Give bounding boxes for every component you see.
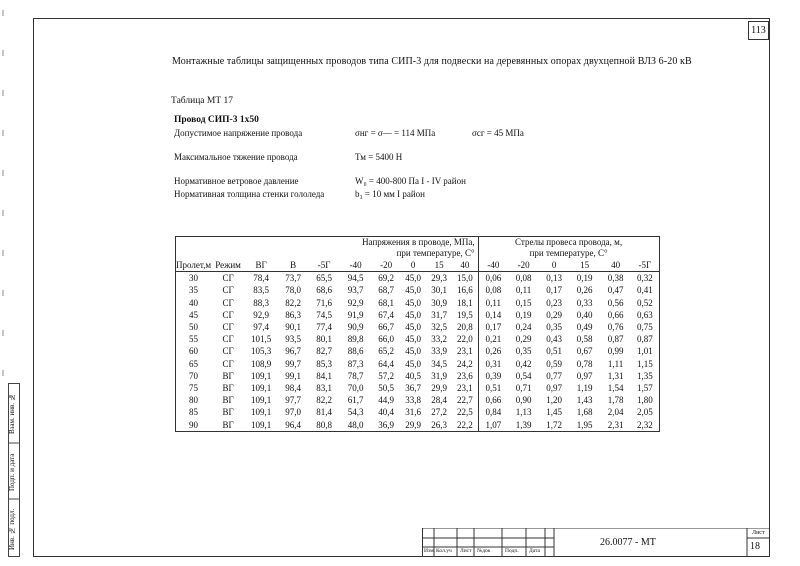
table-cell: 0,84 (478, 406, 508, 418)
table-cell: 60 (176, 345, 212, 357)
table-cell: 35 (176, 284, 212, 296)
table-cell: 1,39 (508, 418, 539, 431)
table-cell: 90,1 (285, 322, 301, 333)
wire-type: Провод СИП-3 1х50 (174, 115, 259, 125)
stamp-cell-change: Изм. (424, 548, 435, 554)
table-cell: 0,90 (515, 395, 532, 406)
strip-label-sign: Подп. и дата (8, 453, 16, 491)
param-wind-label: Нормативное ветровое давление (174, 176, 299, 186)
table-cell: 0,32 (631, 272, 659, 285)
stamp-cell-signature: Подп. (505, 548, 519, 554)
table-cell: 89,8 (347, 334, 364, 345)
table-cell: 0,75 (631, 321, 659, 333)
table-cell: 0,59 (546, 358, 562, 369)
table-cell: 91,9 (347, 309, 364, 320)
table-cell: 0,58 (576, 334, 593, 345)
table-cell: 36,7 (405, 382, 421, 393)
table-cell: 22,5 (456, 407, 473, 418)
table-cell: 0,15 (515, 297, 532, 308)
strip-label-replace: Взам. инв. № (8, 393, 16, 435)
header-blank (176, 237, 310, 260)
table-cell: 1,45 (546, 407, 562, 418)
table-row (176, 297, 660, 309)
table-body (176, 272, 660, 431)
table-cell: 0,26 (478, 345, 508, 357)
column-header: -40 (339, 259, 372, 272)
table-row (176, 333, 660, 345)
column-headers (176, 259, 660, 272)
margin-ticks (2, 10, 8, 380)
table-cell: 65,5 (316, 273, 332, 284)
table-cell: 0,14 (478, 309, 508, 321)
column-header: 0 (539, 259, 569, 272)
table-cell: 0,41 (631, 284, 659, 296)
table-cell: 30,9 (431, 297, 447, 308)
table-cell: 71,6 (316, 297, 332, 308)
table-cell: 88,3 (253, 297, 269, 308)
table-cell: 1,95 (569, 418, 600, 431)
table-cell: 83,1 (316, 382, 332, 393)
table-cell: 1,68 (576, 407, 593, 418)
column-header: Пролет,м (176, 260, 212, 271)
table-cell: 97,4 (253, 322, 269, 333)
table-cell: ВГ (222, 395, 234, 406)
table-cell: 23,1 (456, 346, 473, 357)
table-cell: 0,77 (546, 370, 562, 381)
table-cell: 1,15 (631, 358, 659, 370)
table-cell: 78,0 (285, 285, 301, 296)
table-cell: 30 (176, 272, 212, 285)
table-cell: 67,4 (378, 309, 394, 320)
table-cell: 1,11 (607, 358, 624, 369)
table-cell: 1,80 (631, 394, 659, 406)
table-cell: 40,4 (378, 407, 394, 418)
title-block (422, 528, 770, 557)
table-cell: 1,57 (631, 382, 659, 394)
table-cell: 0,54 (515, 370, 532, 381)
table-cell: 96,4 (277, 418, 309, 431)
table-cell: 109,1 (250, 382, 272, 393)
table-cell: 0,52 (631, 297, 659, 309)
table-cell: 15,0 (456, 273, 473, 284)
table-cell: 75 (176, 382, 212, 394)
table-cell: 2,31 (600, 418, 631, 431)
table-cell: 45,0 (405, 346, 421, 357)
table-cell: 0,43 (546, 334, 562, 345)
table-cell: 0,11 (515, 285, 532, 296)
table-cell: 33,9 (431, 346, 447, 357)
table-cell: СГ (222, 285, 234, 296)
table-cell: 86,3 (285, 309, 301, 320)
table-cell: 0,33 (576, 297, 593, 308)
table-cell: 45,0 (405, 358, 421, 369)
table-cell: 0,67 (576, 346, 593, 357)
table-cell: 92,9 (347, 297, 364, 308)
table-cell: 57,2 (378, 370, 394, 381)
param-tension-label: Максимальное тяжение провода (174, 152, 298, 162)
table-cell: 0,56 (607, 297, 624, 308)
table-cell: 0,63 (631, 309, 659, 321)
table-cell: СГ (222, 346, 234, 357)
column-header: -5Г (309, 259, 339, 272)
table-cell: 33,8 (405, 395, 421, 406)
param-stress-label: Допустимое напряжение провода (174, 128, 303, 138)
column-header: -20 (508, 259, 539, 272)
table-cell: ВГ (222, 370, 234, 381)
table-cell: 1,07 (478, 418, 508, 431)
table-cell: СГ (222, 273, 234, 284)
table-row (176, 272, 660, 285)
table-cell: 19,5 (456, 309, 473, 320)
table-cell: 87,3 (347, 358, 364, 369)
table-cell: 109,1 (250, 395, 272, 406)
table-row (176, 284, 660, 296)
table-cell: 45 (176, 309, 212, 321)
table-cell: 0,97 (546, 382, 562, 393)
param-tension-value: Тм = 5400 Н (355, 152, 403, 162)
table-cell: 50,5 (378, 382, 394, 393)
table-cell: 0,08 (478, 284, 508, 296)
table-cell: 18,1 (456, 297, 473, 308)
strip-label-inventory: Инв. № подл. (8, 508, 16, 550)
table-cell: 23,1 (456, 382, 473, 393)
table-cell: 0,31 (478, 358, 508, 370)
table-cell: 16,6 (456, 285, 473, 296)
table-cell: 29,9 (431, 382, 447, 393)
table-cell: 96,7 (285, 346, 301, 357)
table-cell: 32,5 (431, 322, 447, 333)
sag-group-line1: Стрелы провеса провода, м, (515, 237, 623, 247)
table-cell: 0,51 (546, 346, 562, 357)
table-cell: ВГ (222, 407, 234, 418)
table-cell: 0,97 (576, 370, 593, 381)
table-cell: 0,29 (546, 309, 562, 320)
stress-group-header (309, 237, 478, 260)
table-cell: 1,35 (631, 370, 659, 382)
table-cell: 66,0 (378, 334, 394, 345)
table-cell: 98,4 (285, 382, 301, 393)
table-cell: 65,2 (378, 346, 394, 357)
table-cell: 2,05 (631, 406, 659, 418)
table-cell: 81,4 (316, 407, 332, 418)
table-cell: 80 (176, 394, 212, 406)
table-cell: 24,2 (456, 358, 473, 369)
table-cell: 40 (176, 297, 212, 309)
table-cell: ВГ (222, 382, 234, 393)
table-cell: 94,5 (347, 273, 364, 284)
table-cell: 70,0 (347, 382, 364, 393)
table-cell: 0,19 (515, 309, 532, 320)
table-cell: 92,9 (253, 309, 269, 320)
table-cell: 99,7 (285, 358, 301, 369)
table-row (176, 321, 660, 333)
table-cell: 55 (176, 333, 212, 345)
table-cell: 83,5 (253, 285, 269, 296)
table-row (176, 394, 660, 406)
table-cell: 97,0 (285, 407, 301, 418)
table-cell: 1,13 (515, 407, 532, 418)
table-cell: 34,5 (431, 358, 447, 369)
column-header: 40 (452, 259, 478, 272)
table-cell: 69,2 (378, 273, 394, 284)
table-cell: 36,9 (372, 418, 400, 431)
table-cell: 27,2 (431, 407, 447, 418)
sheet-number: 18 (750, 541, 760, 552)
table-cell: 64,4 (378, 358, 394, 369)
table-cell: 54,3 (347, 407, 364, 418)
column-header: 0 (400, 259, 426, 272)
table-cell: 0,08 (515, 273, 532, 284)
param-ice-value: b₃ = 10 мм I район (355, 189, 425, 199)
table-cell: 88,6 (347, 346, 364, 357)
table-cell: 0,17 (546, 285, 562, 296)
table-cell: 0,71 (515, 382, 532, 393)
table-cell: 2,04 (607, 407, 624, 418)
table-cell: 68,7 (378, 285, 394, 296)
table-cell: 0,35 (515, 346, 532, 357)
table-cell: 26,3 (426, 418, 452, 431)
table-cell: 65 (176, 358, 212, 370)
table-cell: 61,7 (347, 395, 364, 406)
table-cell: 45,0 (405, 309, 421, 320)
table-cell: 1,01 (631, 345, 659, 357)
table-cell: 0,42 (515, 358, 532, 369)
table-cell: 0,11 (478, 297, 508, 309)
table-cell: 109,1 (245, 418, 277, 431)
table-cell: 0,40 (576, 309, 593, 320)
param-wind-value: W₀ = 400-800 Па I - IV район (355, 176, 466, 186)
table-cell: 84,1 (316, 370, 332, 381)
table-row (176, 345, 660, 357)
table-cell: 33,2 (431, 334, 447, 345)
table-cell: 0,38 (607, 273, 624, 284)
param-stress-value-avg: σсг = 45 МПа (472, 128, 524, 138)
table-cell: 45,0 (405, 297, 421, 308)
table-cell: 90 (176, 418, 212, 431)
table-cell: 0,06 (478, 272, 508, 285)
stamp-cell-count: Кол.уч (436, 548, 452, 554)
column-header: -20 (372, 259, 400, 272)
table-cell: 45,0 (405, 273, 421, 284)
table-cell: 29,9 (400, 418, 426, 431)
column-header: 40 (600, 259, 631, 272)
table-cell: 78,7 (347, 370, 364, 381)
table-cell: 80,8 (309, 418, 339, 431)
document-title: Монтажные таблицы защищенных проводов типа СИП-3 для подвески на деревянных опорах двухцепной ВЛЗ 6-20 кВ (172, 56, 692, 67)
table-cell: 48,0 (339, 418, 372, 431)
param-ice-label: Нормативная толщина стенки гололеда (174, 189, 325, 199)
column-header: ВГ (245, 259, 277, 272)
table-cell: 0,66 (478, 394, 508, 406)
stamp-cell-sheet: Лист (460, 548, 472, 554)
page-number: 113 (748, 21, 769, 40)
table-cell: 80,1 (316, 334, 332, 345)
table-cell: 66,7 (378, 322, 394, 333)
table-cell: 0,78 (576, 358, 593, 369)
sag-group-header (478, 237, 659, 260)
column-header: 15 (426, 259, 452, 272)
table-cell: 73,7 (285, 273, 301, 284)
table-cell: 44,9 (378, 395, 394, 406)
table-cell: 0,29 (515, 334, 532, 345)
column-header: -40 (478, 259, 508, 272)
table-cell: СГ (222, 309, 234, 320)
table-cell: 0,13 (546, 273, 562, 284)
table-cell: 1,20 (546, 395, 562, 406)
table-cell: 0,76 (607, 322, 624, 333)
table-cell: СГ (222, 334, 234, 345)
table-cell: 0,99 (607, 346, 624, 357)
table-cell: 0,66 (607, 309, 624, 320)
table-cell: 1,19 (576, 382, 593, 393)
column-header: -5Г (631, 259, 659, 272)
table-cell: 0,47 (607, 285, 624, 296)
table-cell: 105,3 (250, 346, 272, 357)
table-cell: 22,0 (456, 334, 473, 345)
table-cell: 77,4 (316, 322, 332, 333)
table-cell: 1,72 (539, 418, 569, 431)
table-cell: СГ (222, 297, 234, 308)
table-cell: 101,5 (250, 334, 272, 345)
table-cell: 31,7 (431, 309, 447, 320)
table-cell: 78,4 (253, 273, 269, 284)
table-row (176, 370, 660, 382)
table-cell: 93,5 (285, 334, 301, 345)
table-cell: 0,51 (478, 382, 508, 394)
table-cell: 45,0 (405, 285, 421, 296)
column-header: В (277, 259, 309, 272)
table-cell: СГ (222, 358, 234, 369)
table-cell: 31,9 (431, 370, 447, 381)
table-cell: 20,8 (456, 322, 473, 333)
table-cell: 0,23 (546, 297, 562, 308)
table-cell: 28,4 (431, 395, 447, 406)
table-cell: 1,78 (607, 395, 624, 406)
table-cell: 82,2 (285, 297, 301, 308)
table-row (176, 406, 660, 418)
table-row (176, 309, 660, 321)
param-stress-value: σнг = σ— = 114 МПа (355, 128, 436, 138)
table-cell: 97,7 (285, 395, 301, 406)
table-cell: 1,43 (576, 395, 593, 406)
document-code: 26.0077 - МТ (600, 537, 656, 548)
table-row (176, 358, 660, 370)
table-cell: 68,1 (378, 297, 394, 308)
table-cell: 85 (176, 406, 212, 418)
table-cell: 31,6 (405, 407, 421, 418)
table-cell: 1,31 (607, 370, 624, 381)
table-cell: 45,0 (405, 334, 421, 345)
table-cell: 30,1 (431, 285, 447, 296)
table-cell: 99,1 (285, 370, 301, 381)
table-cell: 50 (176, 321, 212, 333)
column-header: Режим (211, 259, 245, 272)
table-cell: 0,19 (576, 273, 593, 284)
table-cell: 109,1 (250, 407, 272, 418)
table-cell: 40,5 (405, 370, 421, 381)
table-row (176, 418, 660, 431)
table-cell: 23,6 (456, 370, 473, 381)
table-cell: 108,9 (250, 358, 272, 369)
table-row (176, 382, 660, 394)
sag-group-line2: при температуре, С° (529, 248, 608, 258)
column-header: 15 (569, 259, 600, 272)
table-cell: 0,26 (576, 285, 593, 296)
table-cell: ВГ (211, 418, 245, 431)
table-cell: 0,17 (478, 321, 508, 333)
stamp-cell-docno: №док (477, 548, 491, 554)
table-cell: 70 (176, 370, 212, 382)
table-cell: 0,24 (515, 322, 532, 333)
stress-group-line1: Напряжения в проводе, МПа, (362, 237, 475, 247)
table-cell: 45,0 (405, 322, 421, 333)
table-cell: 1,54 (607, 382, 624, 393)
mounting-table (175, 236, 660, 432)
stamp-cell-date: Дата (529, 548, 540, 554)
table-cell: 109,1 (250, 370, 272, 381)
table-cell: 0,35 (546, 322, 562, 333)
table-cell: СГ (222, 322, 234, 333)
table-cell: 29,3 (431, 273, 447, 284)
table-cell: 90,9 (347, 322, 364, 333)
table-cell: 68,6 (316, 285, 332, 296)
table-cell: 2,32 (631, 418, 659, 431)
table-cell: 22,2 (452, 418, 478, 431)
table-label: Таблица МТ 17 (171, 96, 234, 106)
table-cell: 0,49 (576, 322, 593, 333)
table-cell: 0,39 (478, 370, 508, 382)
strip-dividers (8, 383, 20, 557)
table-cell: 93,7 (347, 285, 364, 296)
sheet-label: Лист (752, 530, 765, 536)
table-cell: 0,87 (607, 334, 624, 345)
table-cell: 0,87 (631, 333, 659, 345)
table-cell: 85,3 (316, 358, 332, 369)
stress-group-line2: при температуре, С° (396, 248, 475, 258)
table-cell: 82,7 (316, 346, 332, 357)
table-cell: 22,7 (456, 395, 473, 406)
table-cell: 0,21 (478, 333, 508, 345)
table-cell: 82,2 (316, 395, 332, 406)
table-cell: 74,5 (316, 309, 332, 320)
